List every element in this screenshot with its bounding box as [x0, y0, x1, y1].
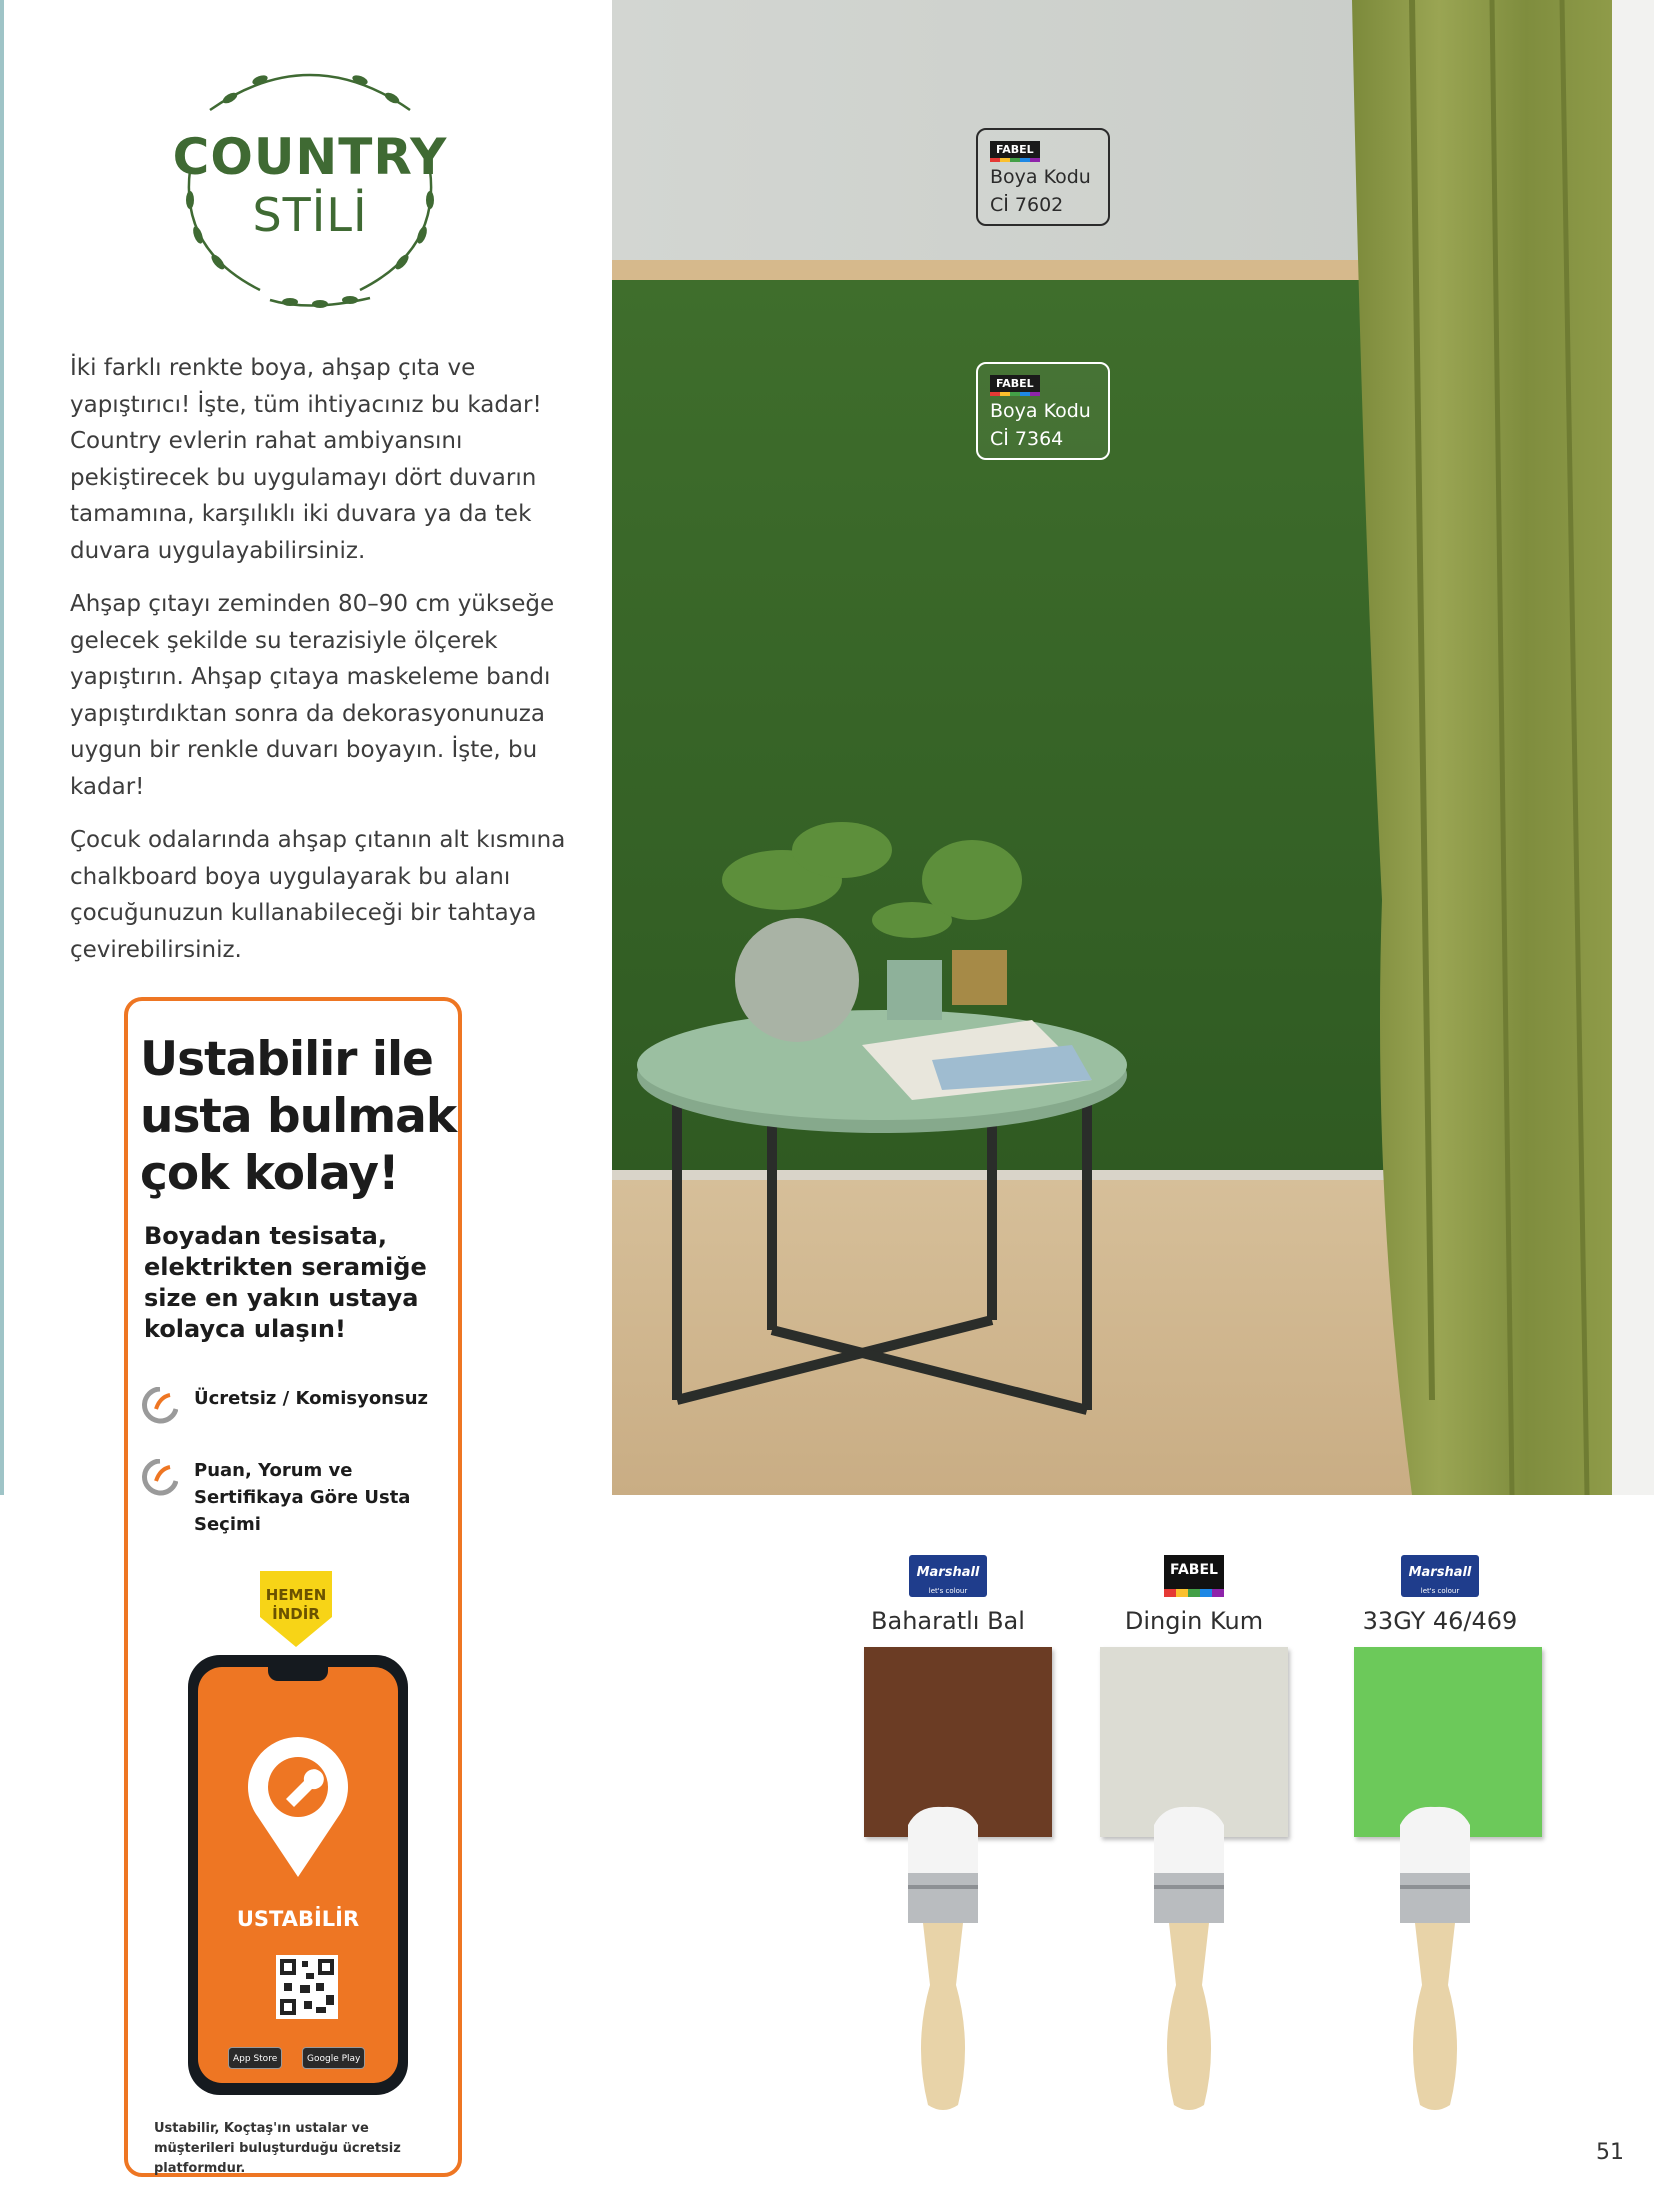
paint-swatch	[1340, 1555, 1540, 2115]
article-body	[70, 350, 570, 985]
phone-screen	[198, 1667, 398, 2083]
logo-title-line2: STİLİ	[252, 188, 368, 242]
swatch-name: Dingin Kum	[1124, 1607, 1264, 1635]
paint-code-label: Boya Kodu	[990, 400, 1091, 422]
ad-headline: Ustabilir ile usta bulmak çok kolay!	[140, 1032, 457, 1201]
paint-code-value: Cİ 7364	[990, 428, 1064, 450]
paint-swatch	[848, 1555, 1048, 2115]
ustabilir-ad[interactable]: Ustabilir ile usta bulmak çok kolay! Boyadan tesisata, elektrikten seramiğe size en yakın ustaya kolayca ulaşın! Ücretsiz / Komisyonsuz Puan, Yorum ve Sertifikaya Göre Usta Seçimi HEMEN İNDİR USTABİLİR App Store Google Play Ustabilir, Koçtaş'ın ustalar ve müşterileri buluşturduğu ücretsiz platformdur.	[124, 997, 462, 2177]
paint-code-value: Cİ 7602	[990, 194, 1064, 216]
phone-mockup	[188, 1655, 408, 2095]
ad-subtitle: Boyadan tesisata, elektrikten seramiğe size en yakın ustaya kolayca ulaşın!	[144, 1222, 427, 1343]
country-style-logo	[170, 50, 450, 310]
paintbrush-icon	[1390, 1785, 1480, 2115]
logo-title-line1: COUNTRY	[172, 128, 448, 186]
swatch-name: 33GY 46/469	[1362, 1607, 1518, 1635]
paragraph: Çocuk odalarında ahşap çıtanın alt kısmına chalkboard boya uygulayarak bu alanı çocuğunuzun kullanabileceği bir tahtaya çevirebilirsiniz.	[70, 827, 566, 963]
marshall-logo: Marshall let's colour	[909, 1555, 987, 1597]
app-name: USTABİLİR	[236, 1907, 360, 1931]
swatch-name: Baharatlı Bal	[871, 1607, 1025, 1635]
paint-code-badge	[976, 362, 1110, 460]
fabel-logo: FABEL	[1164, 1555, 1224, 1597]
room-illustration	[612, 0, 1654, 1495]
paint-swatch	[1094, 1555, 1294, 2115]
paintbrush-icon	[1144, 1785, 1234, 2115]
download-cta[interactable]: HEMEN İNDİR	[265, 1586, 327, 1623]
page-number: 51	[1596, 2140, 1624, 2165]
paint-code-label: Boya Kodu	[990, 166, 1091, 188]
qr-code-icon[interactable]	[276, 1955, 338, 2019]
wrench-pin-icon	[238, 1727, 358, 1887]
paragraph: İki farklı renkte boya, ahşap çıta ve yapıştırıcı! İşte, tüm ihtiyacınız bu kadar! Country evlerin rahat ambiyansını pekiştirecek bu uygulamayı dört duvarın tamamına, karşılıklı iki duvara ya da tek duvara uygulayabilirsiniz.	[70, 355, 542, 564]
marshall-logo: Marshall let's colour	[1401, 1555, 1479, 1597]
ad-footer: Ustabilir, Koçtaş'ın ustalar ve müşterileri buluşturduğu ücretsiz platformdur.	[154, 2121, 401, 2176]
checkmark-icon	[142, 1387, 178, 1433]
fabel-logo: FABEL	[990, 141, 1040, 162]
paintbrush-icon	[898, 1785, 988, 2115]
room-photo	[612, 0, 1654, 1495]
app-store-button[interactable]: App Store	[228, 2047, 282, 2069]
paragraph: Ahşap çıtayı zeminden 80–90 cm yükseğe gelecek şekilde su terazisiyle ölçerek yapıştırın. Ahşap çıtaya maskeleme bandı yapıştırdıktan sonra da dekorasyonunuza uygun bir renkle duvarı boyayın. İşte, bu kadar!	[70, 591, 555, 800]
checkmark-icon	[142, 1459, 178, 1505]
paint-code-badge	[976, 128, 1110, 226]
google-play-button[interactable]: Google Play	[302, 2047, 365, 2069]
side-stripe	[0, 0, 4, 1495]
fabel-logo: FABEL	[990, 375, 1040, 396]
